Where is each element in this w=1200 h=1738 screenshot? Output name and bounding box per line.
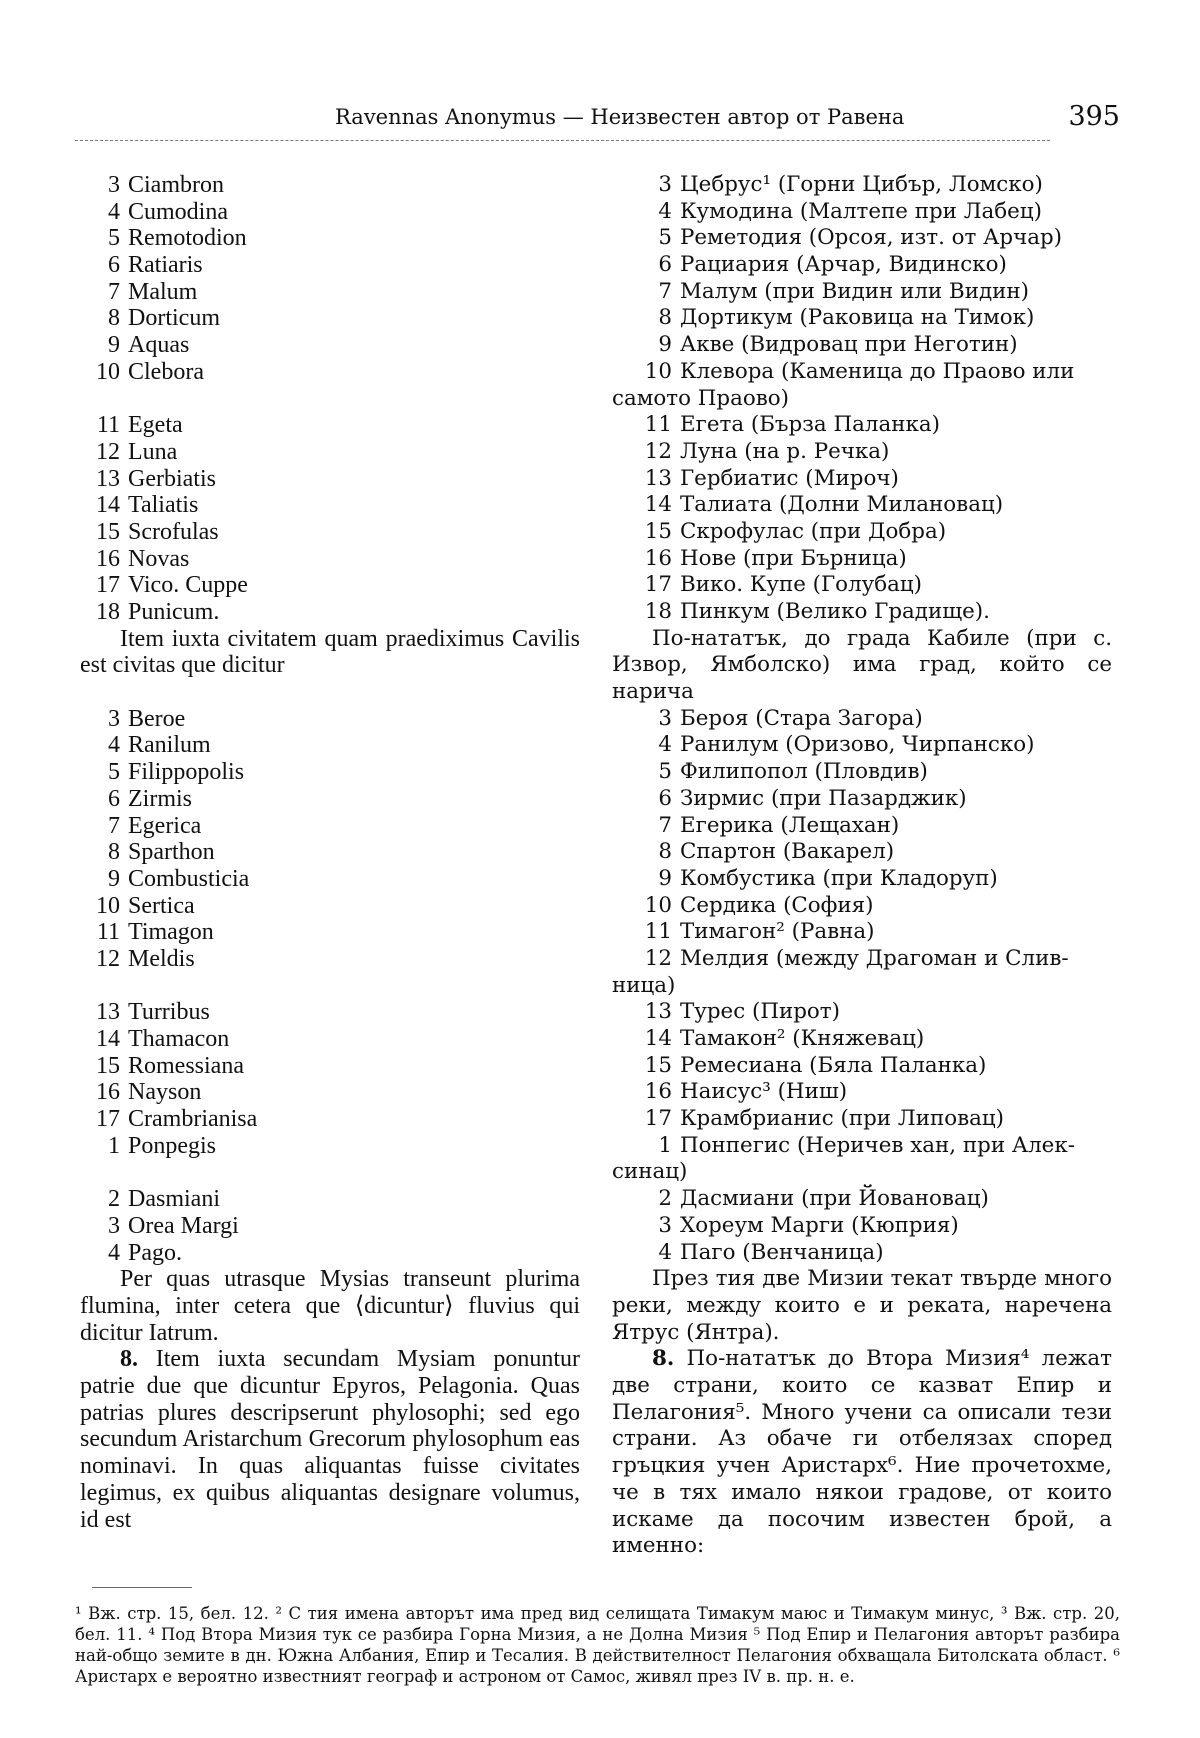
item-text: Beroe — [128, 705, 186, 732]
item-number: 11 — [96, 919, 120, 946]
latin-paragraph-1: Item iuxta civitatem quam praediximus Cavilis est civitas que dicitur — [80, 625, 580, 679]
item-text: Мелдия (между Драгоман и Слив- — [680, 945, 1069, 971]
list-item — [612, 813, 1112, 840]
item-number: 13 — [96, 999, 120, 1026]
item-text: Филипопол (Пловдив) — [680, 759, 928, 785]
item-number: 10 — [644, 358, 672, 384]
item-text: Crambrianisa — [128, 1106, 258, 1133]
item-number: 2 — [658, 1186, 672, 1212]
item-text: Orea Margi — [128, 1212, 239, 1239]
item-text: ница) — [612, 972, 676, 998]
item-text: Pago. — [128, 1239, 182, 1266]
spacer — [80, 679, 580, 706]
list-item — [80, 332, 580, 359]
item-text: Nayson — [128, 1079, 202, 1106]
item-number: 17 — [644, 1106, 672, 1132]
list-item — [612, 599, 1112, 626]
item-text: Дасмиани (при Йовановац) — [680, 1186, 989, 1212]
list-item — [612, 919, 1112, 946]
list-item — [80, 439, 580, 466]
list-item — [80, 305, 580, 332]
item-number: 4 — [108, 1239, 120, 1266]
section-number: 8. — [652, 1346, 675, 1372]
item-number: 16 — [96, 1079, 120, 1106]
item-number: 13 — [96, 465, 120, 492]
item-text: Скрофулас (при Добра) — [680, 518, 947, 544]
item-number: 12 — [644, 438, 672, 464]
section-number: 8. — [120, 1346, 138, 1373]
item-text: Ratiaris — [128, 252, 203, 279]
item-text: Dorticum — [128, 305, 220, 332]
item-text: Filippopolis — [128, 759, 245, 786]
list-item — [80, 1079, 580, 1106]
item-text: Ponpegis — [128, 1132, 217, 1159]
bulgarian-paragraph-1: По-нататък, до града Кабиле (при с. Извор, Ямболско) има град, който се нарича — [612, 625, 1112, 705]
list-item — [612, 946, 1112, 973]
list-item — [80, 252, 580, 279]
item-text: Тимагон² (Равна) — [680, 919, 875, 945]
item-number: 9 — [658, 865, 672, 891]
bulgarian-list-2 — [612, 706, 1112, 1266]
item-text: Пинкум (Велико Градище). — [680, 599, 990, 624]
item-number: 5 — [658, 225, 672, 251]
list-item — [80, 839, 580, 866]
list-item — [612, 172, 1112, 199]
item-text: Сердика (София) — [680, 892, 874, 918]
item-text: Scrofulas — [128, 518, 219, 545]
item-text: Romessiana — [128, 1052, 244, 1079]
item-number: 10 — [96, 892, 120, 919]
item-text: Taliatis — [128, 492, 199, 519]
list-item — [80, 1053, 580, 1080]
item-text: Луна (на р. Речка) — [680, 438, 890, 464]
item-text: Punicum. — [128, 599, 220, 625]
item-text: Цебрус¹ (Горни Цибър, Ломско) — [680, 172, 1043, 197]
item-text: Спартон (Вакарел) — [680, 839, 895, 865]
list-item — [612, 439, 1112, 466]
item-text: Turribus — [128, 999, 210, 1026]
list-item — [612, 732, 1112, 759]
list-item — [80, 999, 580, 1026]
item-number: 11 — [96, 412, 120, 439]
item-number: 12 — [96, 945, 120, 972]
list-item — [612, 973, 1112, 1000]
item-number: 3 — [108, 172, 120, 198]
list-item — [612, 252, 1112, 279]
item-number: 4 — [108, 732, 120, 759]
item-text: Luna — [128, 438, 178, 465]
item-number: 4 — [658, 1239, 672, 1265]
item-text: Clebora — [128, 358, 204, 385]
list-item — [80, 1026, 580, 1053]
list-item — [612, 386, 1112, 413]
item-number: 11 — [644, 412, 672, 438]
list-item — [80, 519, 580, 546]
item-number: 18 — [96, 599, 120, 625]
item-text: Вико. Купе (Голубац) — [680, 572, 922, 598]
list-item — [80, 225, 580, 252]
list-item — [612, 279, 1112, 306]
list-item — [80, 572, 580, 599]
item-text: Zirmis — [128, 785, 192, 812]
item-number: 10 — [96, 358, 120, 385]
list-item — [612, 866, 1112, 893]
item-text: Тамакон² (Княжевац) — [680, 1026, 925, 1052]
item-number: 9 — [658, 332, 672, 358]
list-item — [80, 1186, 580, 1213]
list-item — [612, 1026, 1112, 1053]
list-item — [80, 973, 580, 1000]
item-number: 16 — [96, 545, 120, 572]
list-item — [80, 706, 580, 733]
item-number: 1 — [658, 1132, 672, 1158]
item-number: 12 — [96, 438, 120, 465]
item-text: синац) — [612, 1159, 688, 1185]
item-text: самото Праово) — [612, 385, 790, 411]
item-number: 7 — [658, 812, 672, 838]
bulgarian-paragraph-2: През тия две Мизии текат твърде много реки, между които е и реката, наречена Ятрус (Янтра). — [612, 1266, 1112, 1345]
list-item — [612, 359, 1112, 386]
list-item — [80, 279, 580, 306]
item-number: 4 — [658, 198, 672, 224]
list-item — [612, 466, 1112, 493]
item-number: 6 — [108, 252, 120, 279]
item-number: 17 — [96, 572, 120, 599]
item-number: 12 — [644, 945, 672, 971]
list-item — [80, 546, 580, 573]
item-text: Novas — [128, 545, 190, 572]
list-item — [80, 786, 580, 813]
item-text: Remotodion — [128, 225, 247, 252]
list-item — [612, 1053, 1112, 1080]
list-item — [80, 466, 580, 493]
item-number: 14 — [644, 492, 672, 518]
list-item — [612, 759, 1112, 786]
item-text: Клевора (Каменица до Праово или — [680, 358, 1075, 384]
item-text: Egeta — [128, 412, 183, 439]
item-text: Gerbiatis — [128, 465, 216, 492]
list-item — [80, 1133, 580, 1160]
item-number: 3 — [108, 705, 120, 732]
item-text: Vico. Cuppe — [128, 572, 248, 599]
item-text: Рациария (Арчар, Видинско) — [680, 252, 1007, 278]
list-item — [612, 572, 1112, 599]
list-item — [612, 1186, 1112, 1213]
item-number: 7 — [658, 278, 672, 304]
item-number: 3 — [658, 172, 672, 197]
item-text: Malum — [128, 278, 198, 305]
running-title: Ravennas Anonymus — Неизвестен автор от Равена — [335, 105, 905, 129]
latin-list-1 — [80, 172, 580, 626]
list-item — [80, 813, 580, 840]
list-item — [612, 786, 1112, 813]
item-text: Aquas — [128, 332, 190, 359]
item-number: 8 — [658, 305, 672, 331]
item-text: Combusticia — [128, 865, 250, 892]
item-number: 15 — [96, 518, 120, 545]
item-number: 8 — [658, 839, 672, 865]
list-item — [80, 492, 580, 519]
item-text: Паго (Венчаница) — [680, 1239, 884, 1265]
item-number: 17 — [644, 572, 672, 598]
item-text: Реметодия (Орсоя, изт. от Арчар) — [680, 225, 1063, 251]
item-number: 15 — [96, 1052, 120, 1079]
item-text: Дортикум (Раковица на Тимок) — [680, 305, 1035, 331]
item-number: 3 — [658, 705, 672, 731]
item-number: 16 — [644, 1079, 672, 1105]
footnote-rule — [92, 1587, 192, 1588]
list-item — [80, 1106, 580, 1133]
item-text: Егерика (Лещахан) — [680, 812, 900, 838]
list-item — [612, 1159, 1112, 1186]
item-text: Ремесиана (Бяла Паланка) — [680, 1052, 987, 1078]
list-item — [80, 893, 580, 920]
bulgarian-list-1 — [612, 172, 1112, 626]
list-item — [80, 199, 580, 226]
list-item — [80, 866, 580, 893]
item-number: 8 — [108, 305, 120, 332]
item-number: 14 — [96, 492, 120, 519]
item-number: 3 — [658, 1212, 672, 1238]
item-number: 5 — [658, 759, 672, 785]
item-text: Нове (при Бърница) — [680, 545, 907, 571]
latin-paragraph-3 — [80, 1346, 580, 1533]
item-number: 18 — [644, 599, 672, 624]
item-text: Ranilum — [128, 732, 211, 759]
item-number: 5 — [108, 225, 120, 252]
list-item — [612, 706, 1112, 733]
item-text: Ciambron — [128, 172, 224, 198]
item-number: 7 — [108, 278, 120, 305]
list-item — [612, 893, 1112, 920]
item-number: 9 — [108, 865, 120, 892]
page-header — [75, 101, 1120, 137]
list-item — [80, 946, 580, 973]
item-number: 17 — [96, 1106, 120, 1133]
item-text: Малум (при Видин или Видин) — [680, 278, 1029, 304]
bulgarian-paragraph-3 — [612, 1346, 1112, 1560]
item-number: 6 — [658, 785, 672, 811]
item-number: 13 — [644, 999, 672, 1025]
item-number: 16 — [644, 545, 672, 571]
item-number: 15 — [644, 518, 672, 544]
list-item — [80, 386, 580, 413]
list-item — [612, 1240, 1112, 1267]
item-text: Sparthon — [128, 839, 215, 866]
footnotes: ¹ Вж. стр. 15, бел. 12. ² С тия имена авторът има пред вид селищата Тимакум маюс и Тимакум минус, ³ Вж. стр. 20, бел. 11. ⁴ Под Втора Мизия тук се разбира Горна Мизия, а не Долна Мизия ⁵ Под Епир и Пелагония авторът разбира най-общо земите в дн. Южна Албания, Епир и Тесалия. В действителност Пелагония обхващала Битолската област. ⁶ Аристарх е вероятно известният географ и астроном от Самос, живял през IV в. пр. н. е. — [75, 1604, 1120, 1686]
bulgarian-column — [612, 172, 1112, 1560]
item-text: Egerica — [128, 812, 202, 839]
list-item — [80, 732, 580, 759]
item-number: 8 — [108, 839, 120, 866]
list-item — [80, 412, 580, 439]
item-text: Dasmiani — [128, 1186, 220, 1213]
list-item — [612, 1133, 1112, 1160]
item-text: Cumodina — [128, 198, 228, 225]
item-number: 9 — [108, 332, 120, 359]
list-item — [612, 305, 1112, 332]
list-item — [612, 1079, 1112, 1106]
list-item — [612, 332, 1112, 359]
item-number: 14 — [96, 1026, 120, 1053]
item-number: 2 — [108, 1186, 120, 1213]
item-number: 7 — [108, 812, 120, 839]
item-text: Зирмис (при Пазарджик) — [680, 785, 967, 811]
list-item — [80, 1213, 580, 1240]
item-text: Ранилум (Оризово, Чирпанско) — [680, 732, 1035, 758]
item-text: Meldis — [128, 945, 195, 972]
list-item — [612, 199, 1112, 226]
item-text: Thamacon — [128, 1026, 230, 1053]
latin-column — [80, 172, 580, 1533]
item-text: Гербиатис (Мироч) — [680, 465, 899, 491]
item-number: 10 — [644, 892, 672, 918]
header-rule — [75, 140, 1050, 141]
item-text: Акве (Видровац при Неготин) — [680, 332, 1018, 358]
item-text: Sertica — [128, 892, 195, 919]
item-number: 6 — [658, 252, 672, 278]
list-item — [612, 839, 1112, 866]
item-number: 5 — [108, 759, 120, 786]
list-item — [612, 412, 1112, 439]
item-text: Наисус³ (Ниш) — [680, 1079, 848, 1105]
list-item — [612, 225, 1112, 252]
item-text: Хореум Марги (Кюприя) — [680, 1212, 959, 1238]
item-number: 14 — [644, 1026, 672, 1052]
list-item — [80, 759, 580, 786]
list-item — [80, 1240, 580, 1267]
list-item — [612, 519, 1112, 546]
list-item — [612, 1213, 1112, 1240]
item-text: Талиата (Долни Милановац) — [680, 492, 1004, 518]
item-text: Комбустика (при Кладоруп) — [680, 865, 998, 891]
item-number: 3 — [108, 1212, 120, 1239]
item-number: 13 — [644, 465, 672, 491]
latin-paragraph-3-text: Item iuxta secundam Mysiam ponuntur patrie due que dicuntur Epyros, Pelagonia. Quas patrias plures descripserunt phylosophi; sed ego secundum Aristarchum Grecorum phylosophum eas nominavi. In quas aliquantas fuisse civitates legimus, ex quibus aliquantas designare volumus, id est — [80, 1346, 580, 1533]
latin-list-2 — [80, 706, 580, 1266]
item-text: Понпегис (Неричев хан, при Алек- — [680, 1132, 1075, 1158]
latin-paragraph-2: Per quas utrasque Mysias transeunt plurima flumina, inter cetera que ⟨dicuntur⟩ fluvius qui dicitur Iatrum. — [80, 1266, 580, 1346]
item-text: Егета (Бързa Паланка) — [680, 412, 940, 438]
item-number: 4 — [108, 198, 120, 225]
list-item — [612, 546, 1112, 573]
item-text: Timagon — [128, 919, 214, 946]
bulgarian-paragraph-3-text: По-нататък до Втора Мизия⁴ лежат две страни, които се казват Епир и Пелагония⁵. Много учени са описали тези страни. Аз обаче ги отбелязах според гръцкия учен Аристарх⁶. Ние прочетохме, че в тях имало някои градове, от които искаме да посочим известен брой, а именно: — [612, 1346, 1112, 1559]
list-item — [80, 172, 580, 199]
item-text: Крамбрианис (при Липовац) — [680, 1106, 1005, 1132]
item-number: 15 — [644, 1052, 672, 1078]
list-item — [80, 599, 580, 626]
list-item — [80, 919, 580, 946]
list-item — [80, 1159, 580, 1186]
item-text: Кумодина (Малтепе при Лабец) — [680, 198, 1042, 224]
list-item — [612, 1106, 1112, 1133]
list-item — [612, 999, 1112, 1026]
item-number: 6 — [108, 785, 120, 812]
item-number: 4 — [658, 732, 672, 758]
page-number: 395 — [1068, 101, 1120, 132]
item-number: 1 — [108, 1132, 120, 1159]
item-text: Бероя (Стара Загора) — [680, 705, 923, 731]
list-item — [612, 492, 1112, 519]
item-number: 11 — [644, 919, 672, 945]
item-text: Турес (Пирот) — [680, 999, 840, 1025]
list-item — [80, 359, 580, 386]
